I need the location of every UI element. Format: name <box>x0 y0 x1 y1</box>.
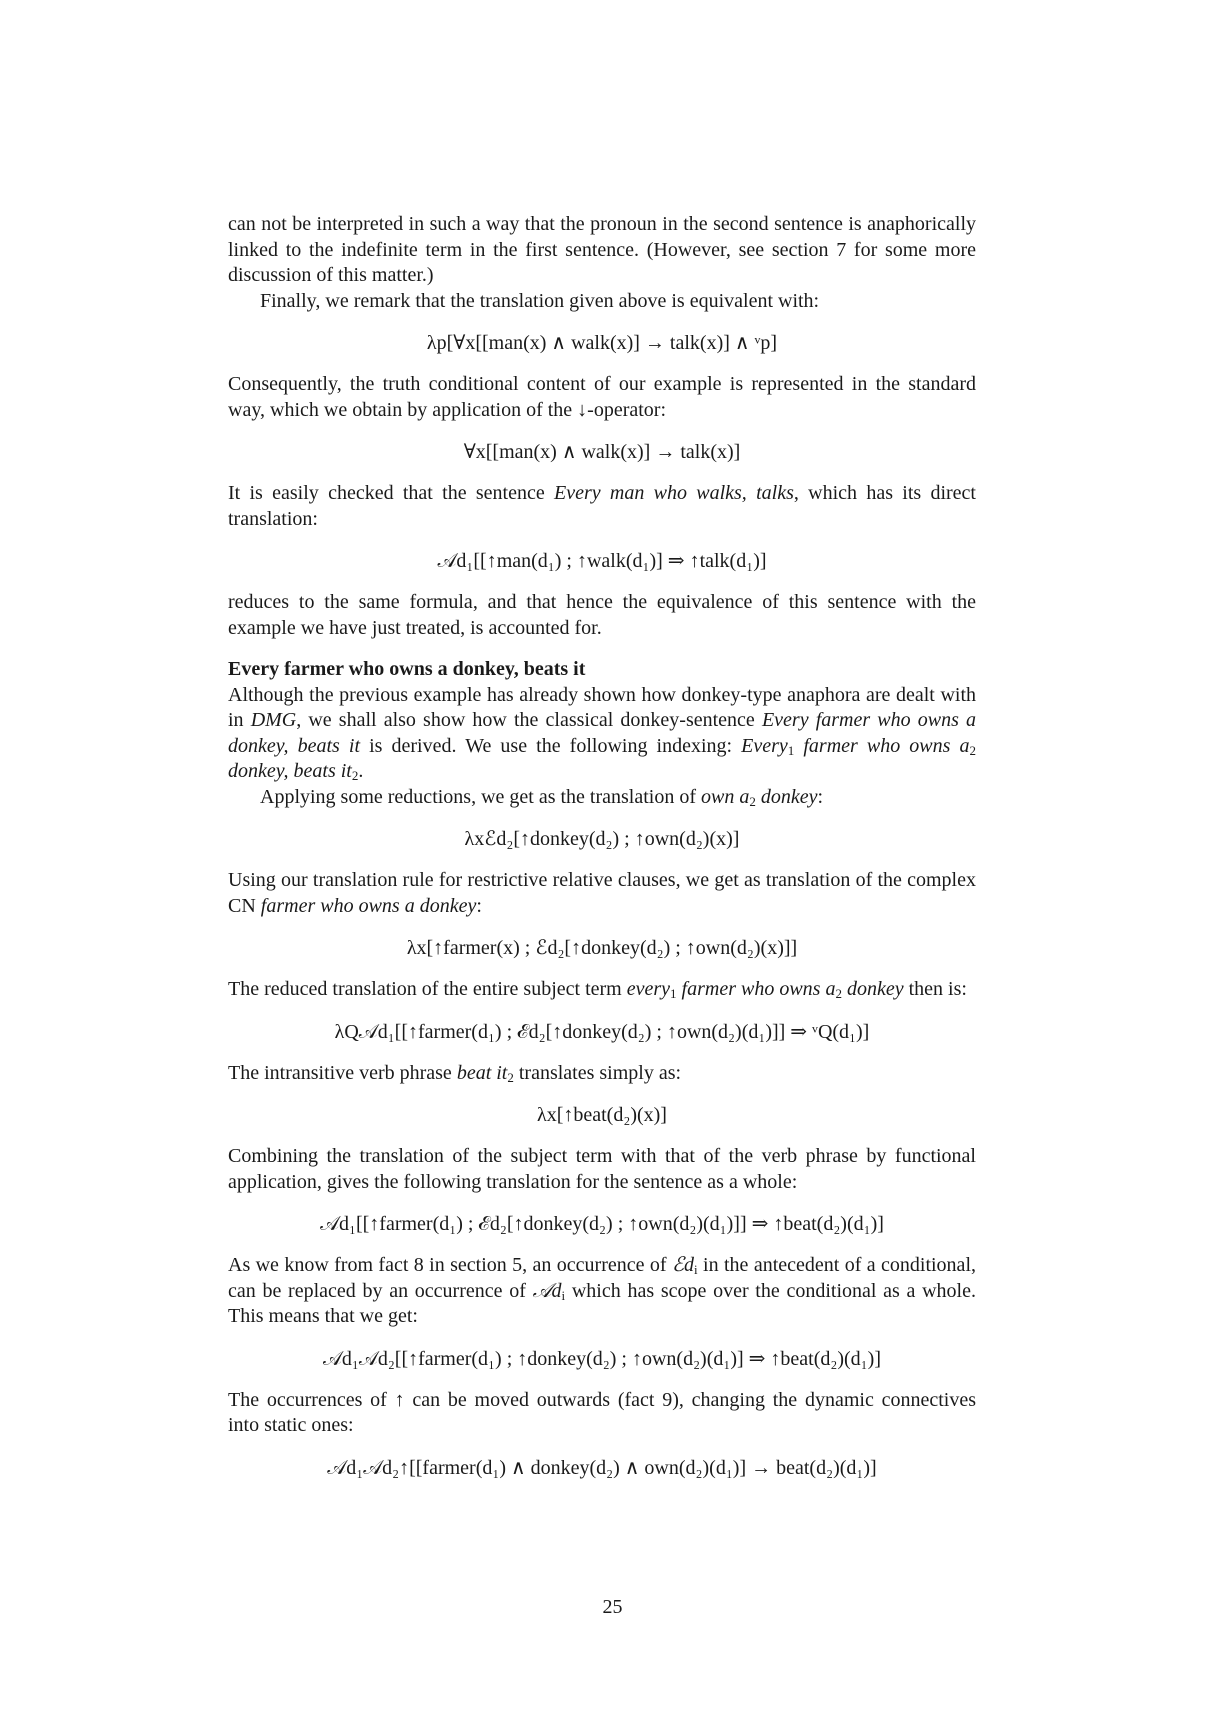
p7-d: donkey <box>755 785 818 808</box>
p12-b: ℰd <box>671 1254 695 1276</box>
formula-5: λx[↑farmer(x) ; ℰd₂[↑donkey(d₂) ; ↑own(d₂)(x)]] <box>406 937 798 959</box>
p10-d: translates simply as: <box>513 1061 682 1084</box>
p12-f: i <box>561 1287 566 1303</box>
p8-b: farmer who owns a donkey <box>260 894 477 917</box>
paragraph-1: can not be interpreted in such a way that the pronoun in the second sentence is anaphorically linked to the indefinite term in the first sentence. (However, see section 7 for some more discussion of this matter.) <box>228 213 976 286</box>
p7-c: 2 <box>749 793 756 809</box>
paragraph-3: Consequently, the truth conditional content of our example is represented in the standard way, which we obtain by application of the ↓-operator: <box>228 373 976 421</box>
paragraph-13: The occurrences of ↑ can be moved outwards (fact 9), changing the dynamic connectives into static ones: <box>228 1388 976 1436</box>
p12-e: 𝒜d <box>532 1279 562 1302</box>
p6-e: is derived. We use the following indexing: <box>360 734 742 757</box>
formula-3: 𝒜d₁[[↑man(d₁) ; ↑walk(d₁)] ⇒ ↑talk(d₁)] <box>437 550 767 572</box>
p12-g: which has scope over the conditional as a whole. This means that we get: <box>228 1279 976 1327</box>
p12-a: As we know from fact 8 in section 5, an occurrence of <box>228 1254 672 1276</box>
paragraph-4-example: Every man who walks, talks <box>553 482 794 504</box>
paragraph-7 <box>228 785 976 811</box>
formula-2: ∀x[[man(x) ∧ walk(x)] → talk(x)] <box>463 441 741 463</box>
p7-b: own a <box>701 785 750 808</box>
p8-c: : <box>476 894 482 917</box>
section-heading: Every farmer who owns a donkey, beats it <box>228 658 586 680</box>
p9-c: 1 <box>670 986 677 1001</box>
paragraph-4 <box>228 481 976 532</box>
paragraph-4-text: It is easily checked that the sentence <box>228 482 554 504</box>
p9-b: every <box>626 978 671 1000</box>
paragraph-9 <box>228 977 976 1003</box>
p7-a: Applying some reductions, we get as the translation of <box>260 785 702 808</box>
p12-d: in the antecedent of a conditional, can be replaced by an occurrence of <box>228 1254 976 1302</box>
p9-d: farmer who owns a <box>676 978 836 1000</box>
paragraph-12 <box>228 1253 976 1330</box>
p10-c: 2 <box>507 1069 514 1085</box>
p9-a: The reduced translation of the entire subject term <box>228 978 627 1000</box>
paragraph-5: reduces to the same formula, and that hence the equivalence of this sentence with the example we have just treated, is accounted for. <box>228 591 976 639</box>
p8-a: Using our translation rule for restrictive relative clauses, we get as translation of the complex CN <box>228 869 976 917</box>
paragraph-10 <box>228 1061 976 1087</box>
paragraph-11: Combining the translation of the subject term with that of the verb phrase by functional application, gives the following translation for the sentence as a whole: <box>228 1145 976 1193</box>
formula-1: λp[∀x[[man(x) ∧ walk(x)] → talk(x)] ∧ ᵛp] <box>426 332 778 354</box>
main-text-column <box>228 212 976 1497</box>
p6-d: Every farmer who owns a donkey, beats it <box>228 709 976 757</box>
p6-c: , we shall also show how the classical donkey-sentence <box>296 709 762 731</box>
formula-10: 𝒜d₁𝒜d₂↑[[farmer(d₁) ∧ donkey(d₂) ∧ own(d₂)(d₁)] → beat(d₂)(d₁)] <box>327 1456 877 1479</box>
p9-e: 2 <box>835 986 842 1001</box>
p7-e: : <box>817 785 824 808</box>
formula-8: 𝒜d₁[[↑farmer(d₁) ; ℰd₂[↑donkey(d₂) ; ↑own(d₂)(d₁)]] ⇒ ↑beat(d₂)(d₁)] <box>320 1213 884 1235</box>
p6-h: farmer who owns a <box>794 734 970 757</box>
page-number: 25 <box>602 1596 623 1618</box>
p6-b: DMG <box>250 709 297 731</box>
paragraph-4-text-end: , which has its direct translation: <box>228 482 976 530</box>
p6-g: 1 <box>787 742 795 758</box>
paragraph-2: Finally, we remark that the translation given above is equivalent with: <box>260 289 820 312</box>
p6-j: donkey, beats it <box>228 760 352 782</box>
formula-7: λx[↑beat(d₂)(x)] <box>537 1104 667 1126</box>
p10-b: beat it <box>456 1061 508 1084</box>
p9-g: then is: <box>903 978 967 1000</box>
formula-6: λQ𝒜d₁[[↑farmer(d₁) ; ℰd₂[↑donkey(d₂) ; ↑own(d₂)(d₁)]] ⇒ ᵛQ(d₁)] <box>334 1020 870 1043</box>
formula-9: 𝒜d₁𝒜d₂[[↑farmer(d₁) ; ↑donkey(d₂) ; ↑own(d₂)(d₁)] ⇒ ↑beat(d₂)(d₁)] <box>323 1347 881 1370</box>
formula-4: λxℰd₂[↑donkey(d₂) ; ↑own(d₂)(x)] <box>464 828 740 850</box>
p6-i: 2 <box>969 742 977 758</box>
paragraph-6 <box>228 683 976 785</box>
paragraph-8 <box>228 868 976 919</box>
p12-c: i <box>694 1262 698 1277</box>
p6-l: . <box>358 760 364 782</box>
p6-a: Although the previous example has already shown how donkey-type anaphora are dealt with in <box>228 683 976 731</box>
p6-f: Every <box>741 734 788 757</box>
p10-a: The intransitive verb phrase <box>228 1061 457 1084</box>
p9-f: donkey <box>841 978 904 1000</box>
p6-k: 2 <box>351 768 359 783</box>
